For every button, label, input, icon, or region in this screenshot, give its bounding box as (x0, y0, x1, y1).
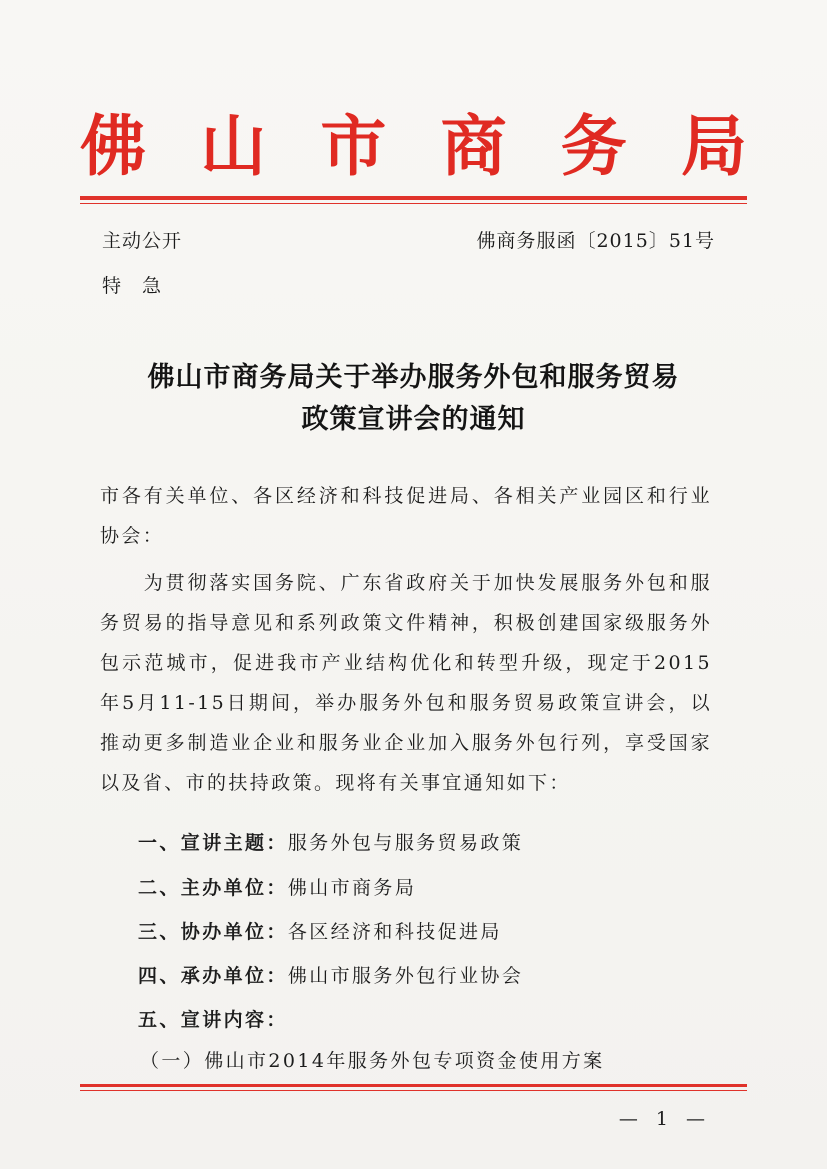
item-label: 三、协办单位： (138, 921, 288, 943)
list-item-content (100, 1005, 288, 1032)
notice-title-line-1: 佛山市商务局关于举办服务外包和服务贸易 (147, 362, 680, 393)
header-char: 商 (440, 107, 507, 185)
issuing-authority-header (80, 106, 747, 186)
header-char: 局 (680, 107, 747, 185)
list-item-organizer (100, 873, 416, 900)
item-value: 服务外包与服务贸易政策 (287, 832, 524, 854)
footer-red-rule (80, 1084, 747, 1087)
recipients-paragraph: 市各有关单位、各区经济和科技促进局、各相关产业园区和行业协会： (100, 485, 712, 547)
item-value: 佛山市服务外包行业协会 (287, 965, 524, 987)
item-value: 各区经济和科技促进局 (287, 921, 502, 943)
footer-red-rule-thin (80, 1090, 747, 1091)
document-number: 佛商务服函〔2015〕51号 (476, 230, 715, 252)
disclosure-label: 主动公开 (102, 230, 183, 252)
header-char: 市 (320, 107, 387, 185)
list-item-topic (100, 828, 523, 855)
urgency-label: 特 急 (102, 275, 163, 297)
page-number: — 1 — (618, 1108, 711, 1130)
header-char: 务 (560, 107, 627, 185)
list-item-co-organizer (100, 917, 502, 944)
header-red-rule (80, 196, 747, 200)
item-label: 二、主办单位： (138, 877, 288, 899)
content-subitem: （一）佛山市2014年服务外包专项资金使用方案 (140, 1050, 605, 1072)
item-label: 四、承办单位： (138, 965, 288, 987)
header-char: 山 (200, 107, 267, 185)
list-item-host (100, 961, 523, 988)
header-char: 佛 (80, 107, 146, 185)
intro-paragraph: 为贯彻落实国务院、广东省政府关于加快发展服务外包和服务贸易的指导意见和系列政策文件精神，积极创建国家级服务外包示范城市，促进我市产业结构优化和转型升级，现定于2015年5月11-15日期间，举办服务外包和服务贸易政策宣讲会，以推动更多制造业企业和服务业企业加入服务外包行列，享受国家以及省、市的扶持政策。现将有关事宜通知如下： (100, 572, 712, 794)
notice-title-line-2: 政策宣讲会的通知 (301, 404, 526, 435)
item-label: 一、宣讲主题： (138, 832, 288, 854)
item-value: 佛山市商务局 (287, 877, 417, 899)
item-label: 五、宣讲内容： (138, 1009, 288, 1031)
header-red-rule-thin (80, 203, 747, 204)
